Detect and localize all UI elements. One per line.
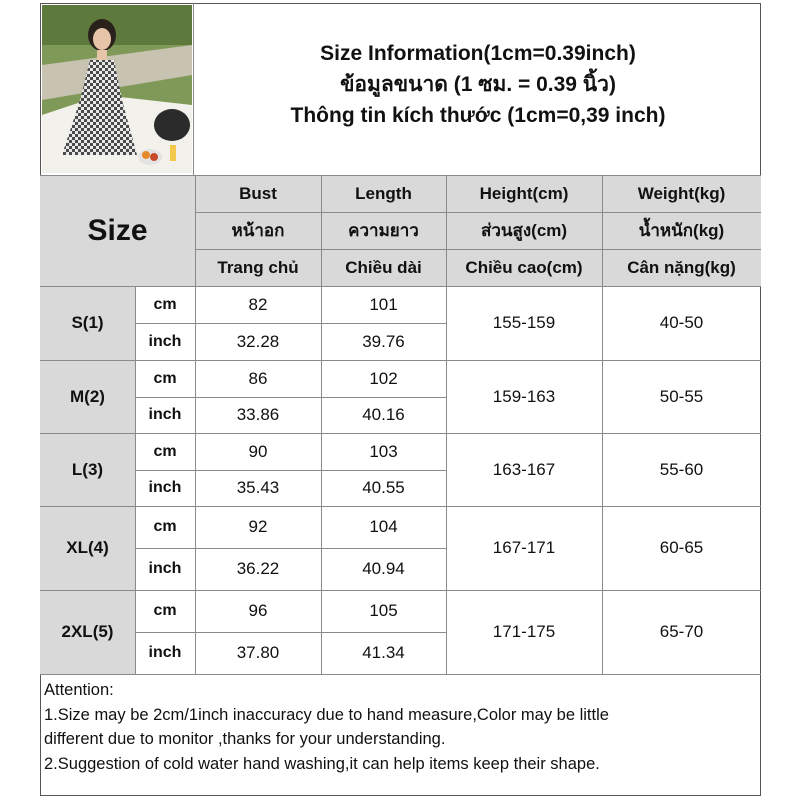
size-label: M(2): [40, 360, 135, 433]
size-header: Size: [40, 175, 195, 286]
grid-line: [40, 674, 761, 675]
weight-range-value: 50-55: [659, 386, 704, 406]
bust-inch-value: 36.22: [236, 559, 280, 578]
bust-cm-value: 90: [248, 441, 268, 461]
unit-inch-label: inch: [148, 406, 182, 423]
title-thai: ข้อมูลขนาด (1 ซม. = 0.39 นิ้ว): [340, 73, 616, 96]
attention-heading: Attention:: [44, 681, 114, 699]
size-label: XL(4): [40, 506, 135, 590]
bust-inch-value: 33.86: [236, 405, 280, 424]
weight-range-value: 65-70: [659, 622, 704, 641]
length-inch-value: 40.94: [362, 559, 405, 578]
title-english: Size Information(1cm=0.39inch): [320, 42, 636, 65]
column-header-th: น้ำหนัก(kg): [602, 212, 761, 249]
grid-line: [40, 590, 761, 591]
length-inch-value: 39.76: [362, 331, 405, 351]
grid-line: [135, 548, 446, 549]
column-header-vi: Chiều cao(cm): [446, 249, 602, 286]
weight-range-value: 60-65: [659, 538, 704, 557]
unit-cm-label: cm: [153, 295, 177, 313]
unit-inch-label: inch: [148, 479, 182, 496]
bust-inch-value: 32.28: [236, 331, 280, 351]
height-range-value: 167-171: [492, 538, 556, 557]
size-label: S(1): [40, 286, 135, 360]
grid-line: [195, 212, 761, 213]
size-label: 2XL(5): [40, 590, 135, 674]
weight-range-value: 40-50: [659, 313, 704, 332]
grid-line: [195, 175, 196, 674]
grid-line: [321, 175, 322, 674]
length-inch-value: 40.55: [362, 478, 405, 497]
grid-line: [193, 3, 194, 175]
length-inch-value: 41.34: [362, 643, 405, 662]
column-header-th: หน้าอก: [195, 212, 321, 249]
grid-line: [135, 397, 446, 398]
attention-notes: [44, 678, 754, 776]
unit-cm-label: cm: [153, 442, 177, 460]
weight-range-value: 55-60: [659, 459, 704, 479]
length-cm-value: 102: [369, 368, 398, 388]
unit-cm-label: cm: [153, 602, 177, 619]
title-vietnamese: Thông tin kích thước (1cm=0,39 inch): [290, 104, 666, 127]
height-range-value: 155-159: [492, 313, 556, 332]
size-label: L(3): [40, 433, 135, 506]
column-header-vi: Cân nặng(kg): [602, 249, 761, 286]
bust-cm-value: 82: [248, 294, 268, 314]
grid-line: [135, 632, 446, 633]
grid-line: [40, 433, 761, 434]
grid-line: [446, 175, 447, 674]
height-range-value: 159-163: [492, 386, 556, 406]
grid-line: [40, 506, 761, 507]
length-inch-value: 40.16: [362, 405, 405, 424]
bust-cm-value: 92: [248, 517, 268, 536]
grid-line: [40, 360, 761, 361]
grid-line: [135, 470, 446, 471]
length-cm-value: 104: [369, 517, 398, 536]
grid-line: [40, 286, 761, 287]
grid-line: [40, 175, 761, 176]
column-header-en: Length: [321, 175, 446, 212]
grid-line: [602, 175, 603, 674]
attention-line-2: different due to monitor ,thanks for your understanding.: [44, 730, 446, 748]
length-cm-value: 105: [369, 601, 398, 620]
unit-inch-label: inch: [148, 560, 182, 577]
unit-cm-label: cm: [153, 369, 177, 387]
grid-line: [135, 323, 446, 324]
bust-inch-value: 37.80: [236, 643, 280, 662]
product-photo: [42, 5, 192, 173]
unit-inch-label: inch: [148, 644, 182, 661]
column-header-vi: Trang chủ: [195, 249, 321, 286]
unit-inch-label: inch: [148, 332, 182, 350]
column-header-en: Bust: [195, 175, 321, 212]
attention-line-3: 2.Suggestion of cold water hand washing,it can help items keep their shape.: [44, 754, 600, 773]
column-header-vi: Chiều dài: [321, 249, 446, 286]
bust-cm-value: 86: [248, 368, 268, 388]
unit-cm-label: cm: [153, 518, 177, 535]
grid-line: [135, 286, 136, 674]
bust-cm-value: 96: [248, 601, 268, 620]
attention-line-1: 1.Size may be 2cm/1inch inaccuracy due to hand measure,Color may be little: [44, 705, 609, 724]
title-block: [193, 38, 763, 131]
length-cm-value: 103: [369, 441, 398, 461]
height-range-value: 163-167: [492, 459, 556, 479]
grid-line: [195, 249, 761, 250]
column-header-th: ความยาว: [321, 212, 446, 249]
bust-inch-value: 35.43: [236, 478, 280, 497]
height-range-value: 171-175: [492, 622, 556, 641]
length-cm-value: 101: [369, 294, 398, 314]
column-header-en: Height(cm): [446, 175, 602, 212]
column-header-th: ส่วนสูง(cm): [446, 212, 602, 249]
column-header-en: Weight(kg): [602, 175, 761, 212]
